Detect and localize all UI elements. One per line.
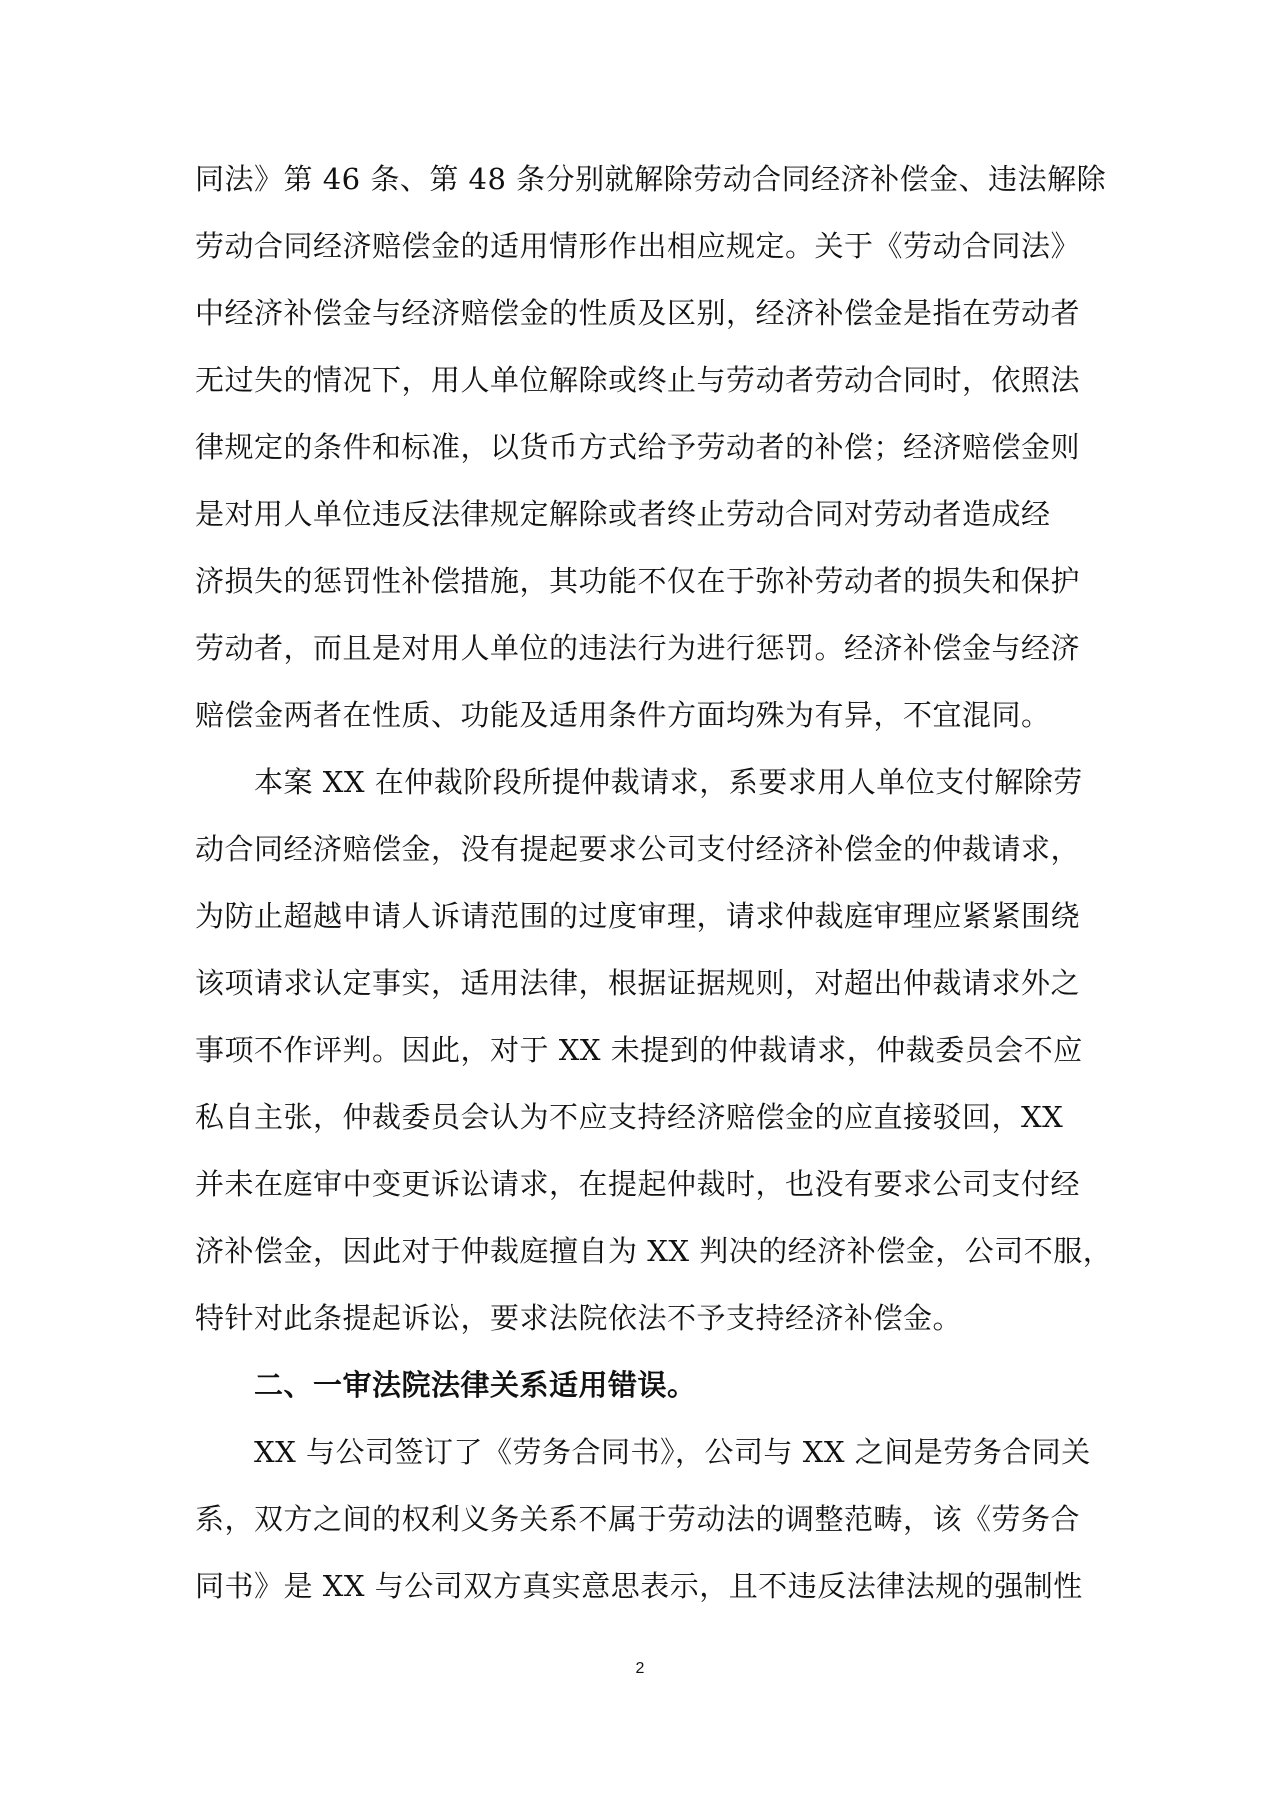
section-heading: 二、一审法院法律关系适用错误。 [195, 1368, 697, 1402]
text-line: 无过失的情况下，用人单位解除或终止与劳动者劳动合同时，依照法 [195, 363, 1081, 397]
text-line: 事项不作评判。因此，对于 XX 未提到的仲裁请求，仲裁委员会不应 [195, 1033, 1083, 1067]
text-line: 济补偿金，因此对于仲裁庭擅自为 XX 判决的经济补偿金，公司不服， [195, 1234, 1113, 1268]
text-line: 私自主张，仲裁委员会认为不应支持经济赔偿金的应直接驳回，XX [195, 1100, 1064, 1134]
body-text [195, 146, 1113, 1620]
text-line: 劳动者，而且是对用人单位的违法行为进行惩罚。经济补偿金与经济 [195, 631, 1081, 665]
text-line: 系，双方之间的权利义务关系不属于劳动法的调整范畴，该《劳务合 [195, 1502, 1081, 1536]
text-line: 中经济补偿金与经济赔偿金的性质及区别，经济补偿金是指在劳动者 [195, 296, 1081, 330]
paragraph-start-line: XX 与公司签订了《劳务合同书》，公司与 XX 之间是劳务合同关 [195, 1435, 1091, 1469]
text-line: 劳动合同经济赔偿金的适用情形作出相应规定。关于《劳动合同法》 [195, 229, 1081, 263]
text-line: 动合同经济赔偿金，没有提起要求公司支付经济补偿金的仲裁请求， [195, 832, 1081, 866]
text-line: 同书》是 XX 与公司双方真实意思表示，且不违反法律法规的强制性 [195, 1569, 1083, 1603]
paragraph-start-line: 本案 XX 在仲裁阶段所提仲裁请求，系要求用人单位支付解除劳 [195, 765, 1083, 799]
text-line: 为防止超越申请人诉请范围的过度审理，请求仲裁庭审理应紧紧围绕 [195, 899, 1081, 933]
page-number: 2 [635, 1660, 645, 1677]
text-line: 该项请求认定事实，适用法律，根据证据规则，对超出仲裁请求外之 [195, 966, 1081, 1000]
text-line: 并未在庭审中变更诉讼请求，在提起仲裁时，也没有要求公司支付经 [195, 1167, 1081, 1201]
text-line: 同法》第 46 条、第 48 条分别就解除劳动合同经济补偿金、违法解除 [195, 162, 1107, 196]
text-line: 特针对此条提起诉讼，要求法院依法不予支持经济补偿金。 [195, 1301, 963, 1335]
text-line: 济损失的惩罚性补偿措施，其功能不仅在于弥补劳动者的损失和保护 [195, 564, 1081, 598]
text-line: 赔偿金两者在性质、功能及适用条件方面均殊为有异，不宜混同。 [195, 698, 1051, 732]
text-line: 是对用人单位违反法律规定解除或者终止劳动合同对劳动者造成经 [195, 497, 1051, 531]
text-line: 律规定的条件和标准，以货币方式给予劳动者的补偿；经济赔偿金则 [195, 430, 1081, 464]
